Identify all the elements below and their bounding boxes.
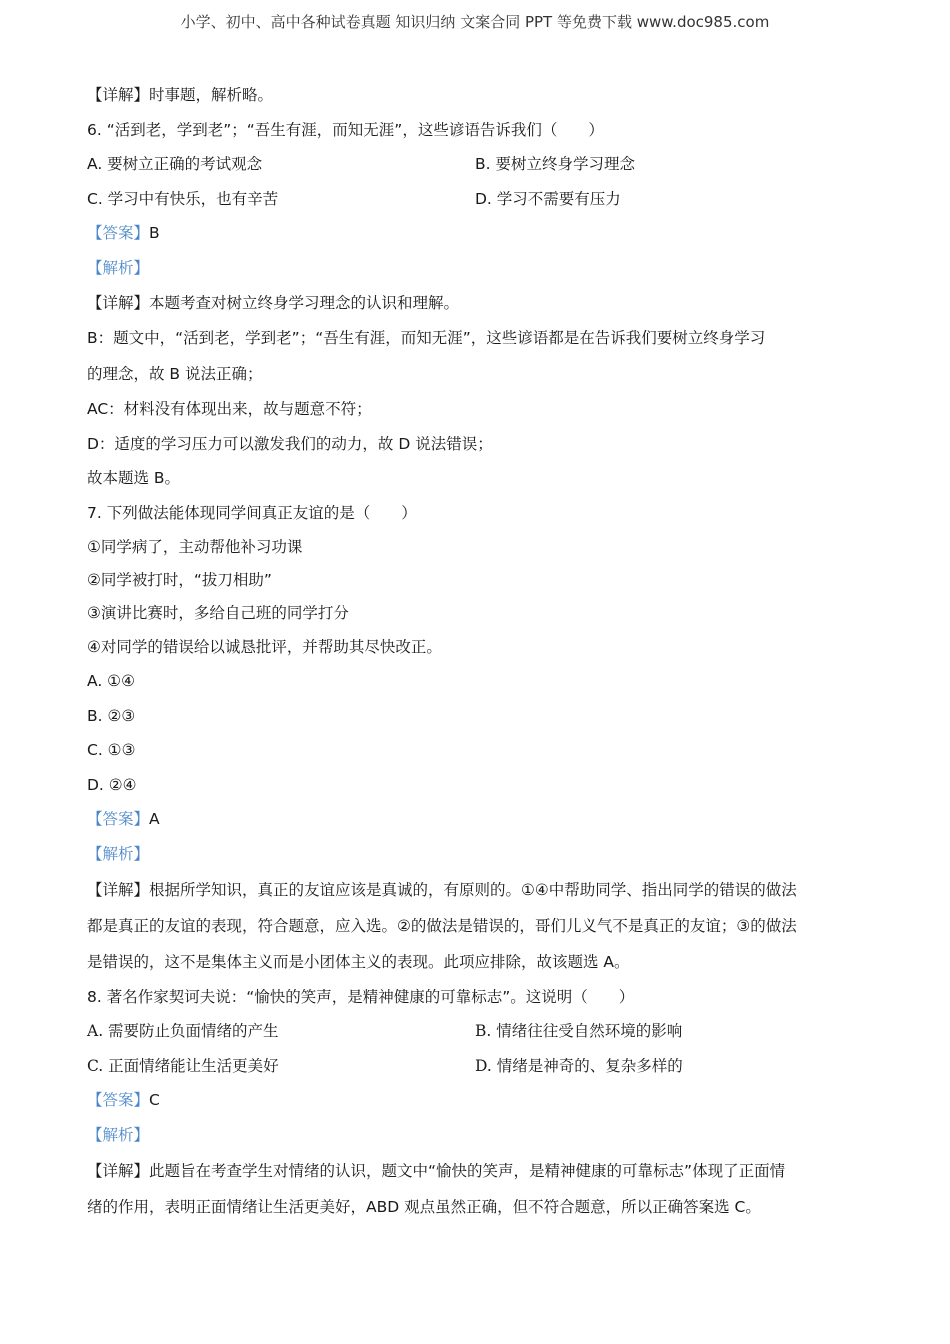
q8-option-b: B. 情绪往往受自然环境的影响 (475, 1022, 683, 1041)
q8-option-d: D. 情绪是神奇的、复杂多样的 (475, 1056, 683, 1075)
q6-options-row-1 (87, 147, 877, 182)
document-body (87, 78, 877, 1225)
q7-option-d: D. ②④ (87, 775, 137, 794)
q7-item: ②同学被打时，“拔刀相助” (87, 570, 272, 589)
q7-detail-line: 是错误的，这不是集体主义而是小团体主义的表现。此项应排除，故该题选 A。 (87, 952, 630, 971)
q6-answer (87, 216, 877, 251)
q8-option-a: A. 需要防止负面情绪的产生 (87, 1022, 279, 1041)
q6-options-row-2 (87, 182, 877, 217)
detail-tag: 【详解】 (87, 293, 150, 312)
q7-item: ①同学病了，主动帮他补习功课 (87, 537, 303, 556)
answer-tag: 【答案】 (87, 1091, 150, 1110)
q7-item: ③演讲比赛时，多给自己班的同学打分 (87, 604, 349, 623)
analysis-tag: 【解析】 (87, 1126, 150, 1145)
q6-detail-line (87, 286, 877, 321)
q7-analysis (87, 837, 877, 872)
q7-option-c: C. ①③ (87, 741, 136, 760)
analysis-tag: 【解析】 (87, 845, 150, 864)
answer-tag: 【答案】 (87, 810, 150, 829)
q7-item: ④对同学的错误给以诚恳批评，并帮助其尽快改正。 (87, 637, 442, 656)
q7-detail-line (87, 872, 877, 908)
q7-detail-text: 根据所学知识，真正的友谊应该是真诚的，有原则的。①④中帮助同学、指出同学的错误的做法 (149, 880, 797, 899)
page-header: 小学、初中、高中各种试卷真题 知识归纳 文案合同 PPT 等免费下载 www.doc985.com (180, 13, 770, 31)
q7-detail-line: 都是真正的友谊的表现，符合题意，应入选。②的做法是错误的，哥们儿义气不是真正的友谊；③的做法 (87, 916, 797, 935)
q8-answer-value: C (149, 1091, 160, 1110)
q6-option-c: C. 学习中有快乐，也有辛苦 (87, 189, 279, 208)
q6-analysis (87, 251, 877, 286)
q8-stem: 8. 著名作家契诃夫说：“愉快的笑声，是精神健康的可靠标志”。这说明（ ） (87, 987, 635, 1006)
detail-tag: 【详解】 (87, 880, 150, 899)
q6-detail-text: 本题考查对树立终身学习理念的认识和理解。 (149, 293, 460, 312)
intro-detail: 【详解】时事题，解析略。 (87, 86, 274, 104)
q7-answer (87, 802, 877, 837)
q6-option-b: B. 要树立终身学习理念 (475, 155, 635, 174)
q6-stem: 6. “活到老，学到老”；“吾生有涯，而知无涯”，这些谚语告诉我们（ ） (87, 120, 604, 139)
q8-detail-text: 此题旨在考查学生对情绪的认识，题文中“愉快的笑声，是精神健康的可靠标志”体现了正面情 (149, 1161, 786, 1180)
q7-option-a: A. ①④ (87, 672, 135, 691)
q8-option-c: C. 正面情绪能让生活更美好 (87, 1056, 279, 1075)
analysis-tag: 【解析】 (87, 258, 150, 277)
q7-answer-value: A (149, 810, 160, 829)
q7-stem: 7. 下列做法能体现同学间真正友谊的是（ ） (87, 503, 417, 522)
q6-detail-line: D：适度的学习压力可以激发我们的动力，故 D 说法错误； (87, 434, 493, 453)
detail-tag: 【详解】 (87, 1161, 150, 1180)
q8-options-row-1 (87, 1014, 877, 1049)
q7-option-b: B. ②③ (87, 706, 136, 725)
q6-answer-value: B (149, 224, 160, 243)
q8-answer (87, 1083, 877, 1118)
q6-detail-line: B：题文中，“活到老，学到老”；“吾生有涯，而知无涯”，这些谚语都是在告诉我们要树立终身学习 (87, 329, 766, 348)
q6-option-d: D. 学习不需要有压力 (475, 189, 621, 208)
q8-analysis (87, 1118, 877, 1153)
q8-detail-line: 绪的作用，表明正面情绪让生活更美好，ABD 观点虽然正确，但不符合题意，所以正确答案选 C。 (87, 1197, 761, 1216)
q6-detail-line: 故本题选 B。 (87, 469, 181, 488)
q6-detail-line: AC：材料没有体现出来，故与题意不符； (87, 400, 372, 419)
q8-detail-line (87, 1153, 877, 1189)
q6-detail-line: 的理念，故 B 说法正确； (87, 365, 263, 384)
answer-tag: 【答案】 (87, 224, 150, 243)
q8-options-row-2 (87, 1049, 877, 1084)
q6-option-a: A. 要树立正确的考试观念 (87, 155, 263, 174)
